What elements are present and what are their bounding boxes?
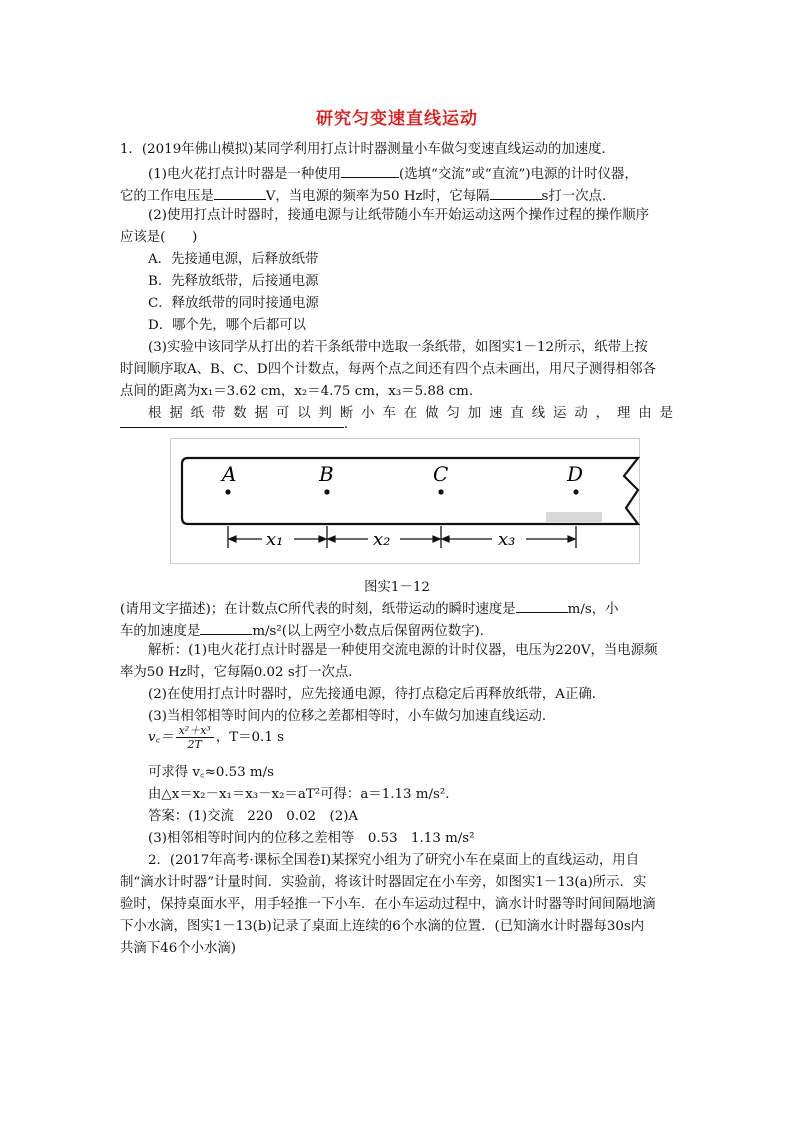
formula-vc xyxy=(148,724,284,751)
q1-cont-text-d: m/s²(以上两空小数点后保留两位数字)． xyxy=(252,624,494,639)
answer-blank-velocity[interactable] xyxy=(516,598,568,613)
x2-label: x₂ xyxy=(373,529,391,550)
q1-p1-text-c: 它的工作电压是 xyxy=(120,189,214,204)
x1-arrow-left xyxy=(229,536,236,542)
q2-line2: 制“滴水计时器”计量时间．实验前，将该计时器固定在小车旁，如图实1－13(a)所示．实 xyxy=(120,875,647,890)
x1-arrow-right xyxy=(319,536,326,542)
solution-line5: 可求得 v꜀≈0.53 m/s xyxy=(148,765,274,780)
point-b-dot xyxy=(324,489,329,494)
formula-fraction xyxy=(176,724,214,751)
q1-p3-period: ． xyxy=(344,417,358,432)
q1-part3-line3: 点间的距离为x₁＝3.62 cm，x₂＝4.75 cm，x₃＝5.88 cm. xyxy=(120,384,474,399)
q2-line4: 下小水滴，图实1－13(b)记录了桌面上连续的6个水滴的位置．(已知滴水计时器每30s内 xyxy=(120,919,645,934)
formula-vc-lhs: v꜀＝ xyxy=(148,730,174,745)
point-c-label: C xyxy=(433,462,449,486)
tape-shadow xyxy=(546,512,602,522)
answer-blank-acceleration[interactable] xyxy=(200,620,252,635)
figure-caption: 图实1－12 xyxy=(364,580,430,595)
point-a-dot xyxy=(225,489,230,494)
q2-line1: 2．(2017年高考·课标全国卷Ⅰ)某探究小组为了研究小车在桌面上的直线运动，用自 xyxy=(148,853,640,868)
fraction-denominator: 2T xyxy=(187,738,202,751)
option-a[interactable]: A．先接通电源，后释放纸带 xyxy=(148,252,319,267)
q1-p1-text-d: V，当电源的频率为50 Hz时，它每隔 xyxy=(265,189,490,204)
q1-part3-line4: 根据纸带数据可以判断小车在做匀加速直线运动，理由是 xyxy=(148,406,676,421)
q1-part1-line1 xyxy=(148,163,638,184)
point-c-dot xyxy=(438,489,443,494)
option-c[interactable]: C．释放纸带的同时接通电源 xyxy=(148,296,319,311)
answer-blank-voltage[interactable] xyxy=(214,185,266,200)
answer-line2: (3)相邻相等时间内的位移之差相等 0.53 1.13 m/s² xyxy=(148,831,475,846)
option-d[interactable]: D．哪个先，哪个后都可以 xyxy=(148,318,307,333)
x3-label: x₃ xyxy=(498,529,516,550)
solution-line3: (2)在使用打点计时器时，应先接通电源，待打点稳定后再释放纸带，A正确． xyxy=(148,687,606,702)
point-a-label: A xyxy=(222,462,237,486)
answer-blank-interval[interactable] xyxy=(490,185,542,200)
q2-line5: 共滴下46个小水滴) xyxy=(120,941,236,956)
q1-part3-line5 xyxy=(120,413,357,434)
q2-line3: 验时，保持桌面水平，用手轻推一下小车．在小车运动过程中，滴水计时器等时间间隔地滴 xyxy=(120,897,656,912)
point-b-label: B xyxy=(319,462,334,486)
x2-arrow-right xyxy=(433,536,440,542)
q1-part1-line2 xyxy=(120,185,615,206)
q1-cont-text-c: 车的加速度是 xyxy=(120,624,201,639)
q1-cont-line2 xyxy=(120,620,493,641)
answer-blank-reason[interactable] xyxy=(120,413,344,428)
solution-line1: 解析：(1)电火花打点计时器是一种使用交流电源的计时仪器，电压为220V，当电源频 xyxy=(148,643,658,658)
q1-part2-line1: (2)使用打点计时器时，接通电源与让纸带随小车开始运动这两个操作过程的操作顺序 xyxy=(148,208,650,223)
option-b[interactable]: B．先释放纸带，后接通电源 xyxy=(148,274,319,289)
q1-cont-line1 xyxy=(120,598,619,619)
x3-arrow-right xyxy=(568,536,575,542)
q1-p1-text-a: (1)电火花打点计时器是一种使用 xyxy=(148,167,342,182)
answer-line1: 答案：(1)交流 220 0.02 (2)A xyxy=(148,809,359,824)
q1-part3-line2: 时间顺序取A、B、C、D四个计数点，每两个点之间还有四个点未画出，用尺子测得相邻各 xyxy=(120,362,656,377)
q1-stem: 1．(2019年佛山模拟)某同学利用打点计时器测量小车做匀变速直线运动的加速度． xyxy=(120,142,615,157)
solution-line2: 率为50 Hz时，它每隔0.02 s打一次点． xyxy=(120,665,362,680)
paper-tape-figure xyxy=(170,438,640,564)
answer-blank-power-type[interactable] xyxy=(341,163,399,178)
q1-cont-text-b: m/s，小 xyxy=(567,602,619,617)
x3-arrow-left xyxy=(442,536,449,542)
q1-p1-text-e: s打一次点． xyxy=(541,189,616,204)
q1-part3-line1: (3)实验中该同学从打出的若干条纸带中选取一条纸带，如图实1－12所示，纸带上按 xyxy=(148,340,648,355)
page-title: 研究匀变速直线运动 xyxy=(316,109,478,129)
x1-label: x₁ xyxy=(266,529,284,550)
formula-vc-rhs: ，T＝0.1 s xyxy=(215,730,284,745)
solution-line4: (3)当相邻相等时间内的位移之差都相等时，小车做匀加速直线运动． xyxy=(148,709,556,724)
point-d-dot xyxy=(573,489,578,494)
q1-part2-line2: 应该是( ) xyxy=(120,230,198,245)
point-d-label: D xyxy=(567,462,584,486)
x2-arrow-left xyxy=(328,536,335,542)
q1-cont-text-a: (请用文字描述)；在计数点C所代表的时刻，纸带运动的瞬时速度是 xyxy=(120,602,516,617)
q1-p1-text-b: (选填“交流”或“直流”)电源的计时仪器， xyxy=(399,167,638,182)
solution-line6: 由△x＝x₂－x₁＝x₃－x₂＝aT²可得：a＝1.13 m/s². xyxy=(148,787,450,802)
fraction-numerator: x²＋x³ xyxy=(176,724,214,738)
